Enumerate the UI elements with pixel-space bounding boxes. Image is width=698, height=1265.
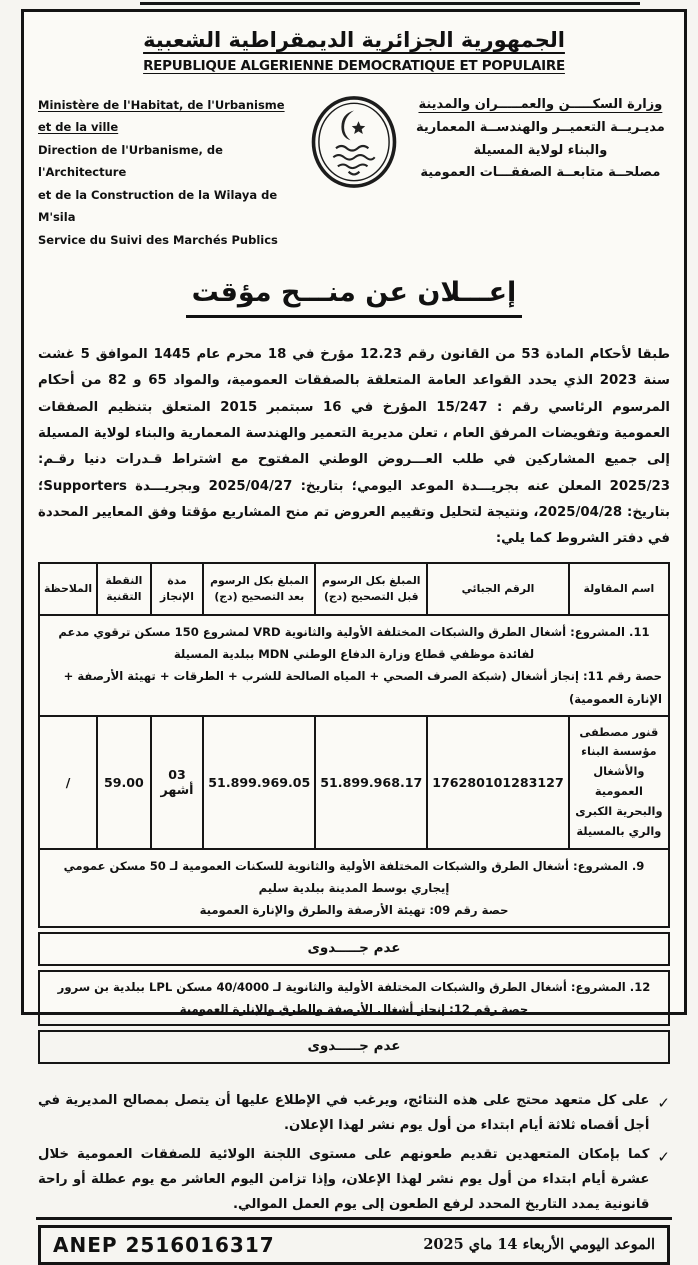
ministry-fr-line-1: Ministère de l'Habitat, de l'Urbanisme et de la ville — [38, 98, 285, 135]
column-header-amount-after-correction: المبلغ بكل الرسوم بعد التصحيح (دج) — [203, 563, 315, 615]
project-11-title: 11. المشروع: أشغال الطرق والشبكات المختلفة الأولية والثانوية VRD لمشروع 150 مسكن ترقوي مدعم لفائدة موظفي قطاع وزارة الدفاع الوطني MDN ببلدية المسيلة — [58, 625, 650, 662]
ministry-ar-line-4: مصلحــة متابعــة الصفقـــات العمومية — [420, 165, 661, 181]
ministry-fr-line-2: Direction de l'Urbanisme, de l'Architecture — [38, 142, 223, 180]
emblem-container — [297, 94, 411, 190]
amount-after-correction-cell: 51.899.969.05 — [203, 716, 315, 850]
ministry-fr-line-4: Service du Suivi des Marchés Publics — [38, 232, 278, 247]
directorate-block-arabic — [411, 94, 670, 185]
note-2 — [38, 1142, 670, 1217]
anep-bar — [38, 1225, 670, 1265]
ministry-block-french — [38, 94, 297, 251]
note-2-text: كما بإمكان المتعهدين تقديم طعونهم على مستوى اللجنة الولائية للصفقات العمومية خلال عشرة أيام ابتداء من أول يوم نشر لهذا الإعلان، وإذا تزامن اليوم العاشر مع يوم عطلة أو راحة قانونية يمدد التاريخ المحدد لرفع الطعون إلى يوم العمل الموالي. — [38, 1146, 650, 1212]
column-header-amount-before-correction: المبلغ بكل الرسوم قبل التصحيح (دج) — [315, 563, 427, 615]
announcement-title-wrap — [38, 277, 670, 318]
column-header-tax-id: الرقم الجبائي — [427, 563, 568, 615]
amount-before-correction-cell: 51.899.968.17 — [315, 716, 427, 850]
project-12-title: 12. المشروع: أشغال الطرق والشبكات المختلفة الأولية والثانوية لـ 40/4000 مسكن LPL ببلدية بن سرور — [57, 979, 651, 994]
ministry-ar-line-2: مديـريــة التعميــر والهندســة المعمارية — [416, 119, 665, 135]
republic-title-arabic: الجمهورية الجزائرية الديمقراطية الشعبية — [143, 28, 565, 52]
algeria-national-emblem-icon — [309, 94, 399, 190]
column-header-technical-score: النقطة التقنية — [97, 563, 151, 615]
republic-title-french: REPUBLIQUE ALGERIENNE DEMOCRATIQUE ET POPULAIRE — [143, 58, 565, 74]
remark-cell: / — [39, 716, 97, 850]
anep-number: ANEP 2516016317 — [53, 1232, 275, 1257]
ministry-fr-line-3: et de la Construction de la Wilaya de M'sila — [38, 187, 278, 225]
results-table — [38, 562, 670, 928]
bottom-area — [38, 1217, 670, 1265]
organization-header — [38, 94, 670, 251]
note-1 — [38, 1088, 670, 1138]
awarded-bid-row — [39, 716, 669, 850]
project-9-lot: حصة رقم 09: تهيئة الأرصفة والطرق والإنارة العمومية — [199, 903, 509, 918]
project-9-section-row — [39, 849, 669, 927]
technical-score-cell: 59.00 — [97, 716, 151, 850]
project-12-lot: حصة رقم 12: إنجاز أشغال الأرصفة والطرق والإنارة العمومية — [179, 1001, 529, 1016]
project-9-title: 9. المشروع: أشغال الطرق والشبكات المختلفة الأولية والثانوية للسكنات العمومية لـ 50 مسكن عمومي إيجاري بوسط المدينة ببلدية سليم — [63, 859, 645, 896]
announcement-title: إعـــلان عن منـــح مؤقت — [186, 277, 523, 318]
column-header-remark: الملاحظة — [39, 563, 97, 615]
tax-id-cell: 176280101283127 — [427, 716, 568, 850]
footer-notes — [38, 1084, 670, 1217]
announcement-intro-paragraph: طبقا لأحكام المادة 53 من القانون رقم 12.23 مؤرخ في 18 محرم عام 1445 الموافق 5 غشت سنة 2023 الذي يحدد القواعد العامة المتعلقة بالصفقات العمومية، والمواد 65 و 82 من أحكام المرسوم الرئاسي رقم : 15/247 المؤرخ في 16 سبتمبر 2015 المتعلق بتنظيم الصفقات العمومية وتفويضات المرفق العام ، تعلن مديرية التعمير والهندسة المعمارية والبناء لولاية المسيلة إلى جميع المشاركين في طلب العـــروض الوطني المفتوح مع اشتراط قـدرات دنيا رقـم: 2025/23 المعلن عنه بجريـــدة الموعد اليومي؛ بتاريخ: 2025/04/27 وبجريـــدة Supporters؛ بتاريخ: 2025/04/28، ونتيجة لتحليل وتقييم العروض تم منح المشاريع مؤقتا وفق المعايير المحددة في دفتر الشروط كما يلي: — [38, 346, 671, 547]
note-1-text: على كل متعهد محتج على هذه النتائج، ويرغب في الإطلاع عليها أن يتصل بمصالح المديرية في أجل أقصاه ثلاثة أيام ابتداء من أول يوم نشر لهذا الإعلان. — [38, 1092, 650, 1133]
project-12-section-box — [38, 970, 670, 1026]
duration-cell: 03 أشهر — [151, 716, 204, 850]
checkmark-icon: ✓ — [657, 1093, 670, 1112]
results-table-area — [38, 562, 670, 1063]
scan-edge-artifact — [140, 2, 640, 5]
contractor-name-cell: قنور مصطفى مؤسسة البناء والأشغال العمومية والبحرية الكبرى والري بالمسيلة — [569, 716, 669, 850]
table-header-row — [39, 563, 669, 615]
project-11-section-row — [39, 615, 669, 715]
separator-line — [36, 1217, 672, 1220]
ministry-ar-line-3: والبناء لولاية المسيلة — [473, 142, 608, 158]
journal-date: الموعد اليومي الأربعاء 14 ماي 2025 — [423, 1236, 655, 1254]
checkmark-icon: ✓ — [657, 1147, 670, 1166]
project-12-no-award-row: عدم جـــــدوى — [38, 1030, 670, 1064]
column-header-duration: مدة الإنجاز — [151, 563, 204, 615]
document-frame — [21, 9, 687, 1257]
project-9-no-award-row: عدم جـــــدوى — [38, 932, 670, 966]
column-header-contractor-name: اسم المقاولة — [569, 563, 669, 615]
ministry-ar-line-1: وزارة السكـــــن والعمـــــران والمدينة — [418, 97, 663, 112]
project-11-lot: حصة رقم 11: إنجاز أشغال (شبكة الصرف الصحي + المياه الصالحة للشرب + الطرقات + تهيئة الأرصفة + الإنارة العمومية) — [63, 669, 662, 706]
